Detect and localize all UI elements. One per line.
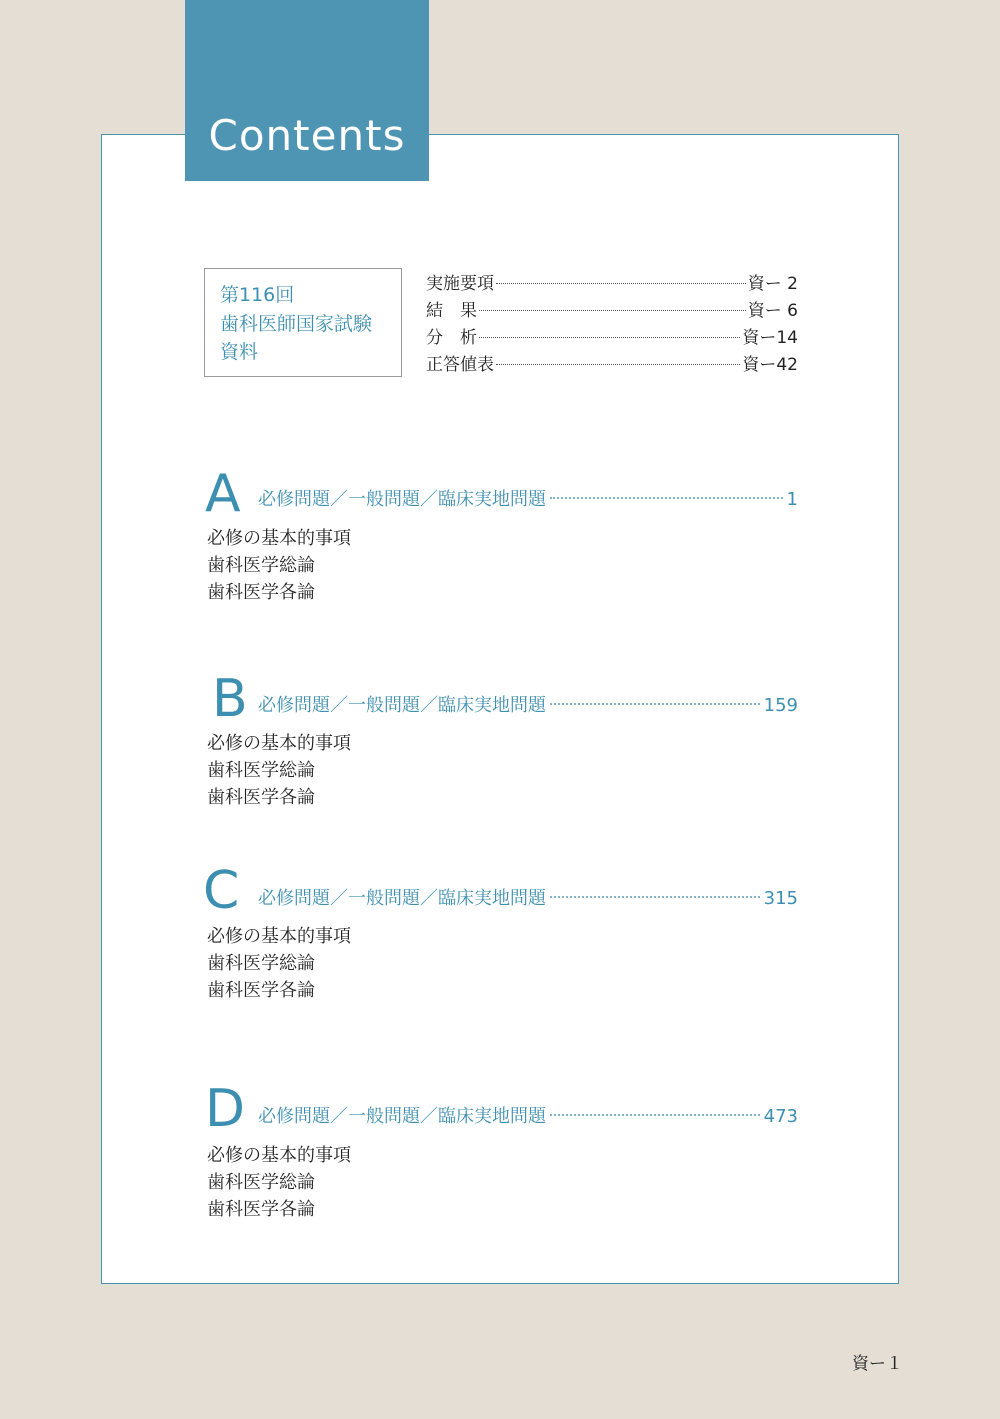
toc-entry-materials[interactable] bbox=[426, 325, 798, 351]
section-item[interactable]: 歯科医学各論 bbox=[207, 787, 315, 808]
section-item[interactable]: 歯科医学総論 bbox=[207, 953, 315, 974]
dot-leader bbox=[496, 364, 740, 365]
contents-tab bbox=[185, 0, 429, 181]
page-title: Contents bbox=[208, 111, 406, 160]
section-letter-a: A bbox=[205, 464, 241, 524]
exam-line-title: 歯科医師国家試験 bbox=[220, 313, 373, 335]
toc-entry-materials[interactable] bbox=[426, 352, 798, 378]
section-heading-d[interactable] bbox=[258, 1104, 798, 1130]
section-item[interactable]: 歯科医学各論 bbox=[207, 980, 315, 1001]
dot-leader bbox=[479, 310, 746, 311]
section-heading-text: 必修問題／一般問題／臨床実地問題 bbox=[258, 695, 546, 716]
section-heading-c[interactable] bbox=[258, 886, 798, 912]
toc-entry-materials[interactable] bbox=[426, 298, 798, 324]
dot-leader bbox=[496, 283, 746, 284]
section-letter-d: D bbox=[205, 1079, 246, 1139]
toc-entry-page: 資ー 2 bbox=[747, 274, 798, 294]
section-item[interactable]: 歯科医学総論 bbox=[207, 555, 315, 576]
dot-leader bbox=[550, 497, 783, 499]
toc-entry-materials[interactable] bbox=[426, 271, 798, 297]
section-item[interactable]: 必修の基本的事項 bbox=[207, 733, 351, 754]
page-number: 資ー１ bbox=[852, 1354, 903, 1374]
section-heading-b[interactable] bbox=[258, 693, 798, 719]
toc-entry-page: 資ー42 bbox=[742, 355, 798, 375]
section-item[interactable]: 歯科医学各論 bbox=[207, 1199, 315, 1220]
section-item[interactable]: 必修の基本的事項 bbox=[207, 528, 351, 549]
section-heading-text: 必修問題／一般問題／臨床実地問題 bbox=[258, 888, 546, 909]
dot-leader bbox=[550, 896, 760, 898]
section-letter-c: C bbox=[203, 861, 240, 921]
section-item[interactable]: 必修の基本的事項 bbox=[207, 1145, 351, 1166]
toc-entry-label: 分 析 bbox=[426, 328, 477, 348]
toc-entry-page: 資ー 6 bbox=[747, 301, 798, 321]
section-page-number: 315 bbox=[763, 888, 798, 909]
section-page-number: 159 bbox=[763, 695, 798, 716]
section-page-number: 1 bbox=[786, 489, 798, 510]
section-page-number: 473 bbox=[763, 1106, 798, 1127]
section-item[interactable]: 歯科医学総論 bbox=[207, 760, 315, 781]
toc-entry-page: 資ー14 bbox=[742, 328, 798, 348]
section-item[interactable]: 歯科医学各論 bbox=[207, 582, 315, 603]
toc-entry-label: 正答値表 bbox=[426, 355, 494, 375]
exam-line-material: 資料 bbox=[220, 341, 259, 363]
section-letter-b: B bbox=[212, 669, 248, 729]
section-heading-text: 必修問題／一般問題／臨床実地問題 bbox=[258, 489, 546, 510]
toc-entry-label: 実施要項 bbox=[426, 274, 494, 294]
section-heading-text: 必修問題／一般問題／臨床実地問題 bbox=[258, 1106, 546, 1127]
exam-line-session: 第116回 bbox=[220, 284, 295, 306]
section-item[interactable]: 歯科医学総論 bbox=[207, 1172, 315, 1193]
dot-leader bbox=[550, 703, 760, 705]
dot-leader bbox=[550, 1114, 760, 1116]
exam-info-box bbox=[204, 268, 402, 377]
section-item[interactable]: 必修の基本的事項 bbox=[207, 926, 351, 947]
section-heading-a[interactable] bbox=[258, 487, 798, 513]
toc-entry-label: 結 果 bbox=[426, 301, 477, 321]
dot-leader bbox=[479, 337, 740, 338]
